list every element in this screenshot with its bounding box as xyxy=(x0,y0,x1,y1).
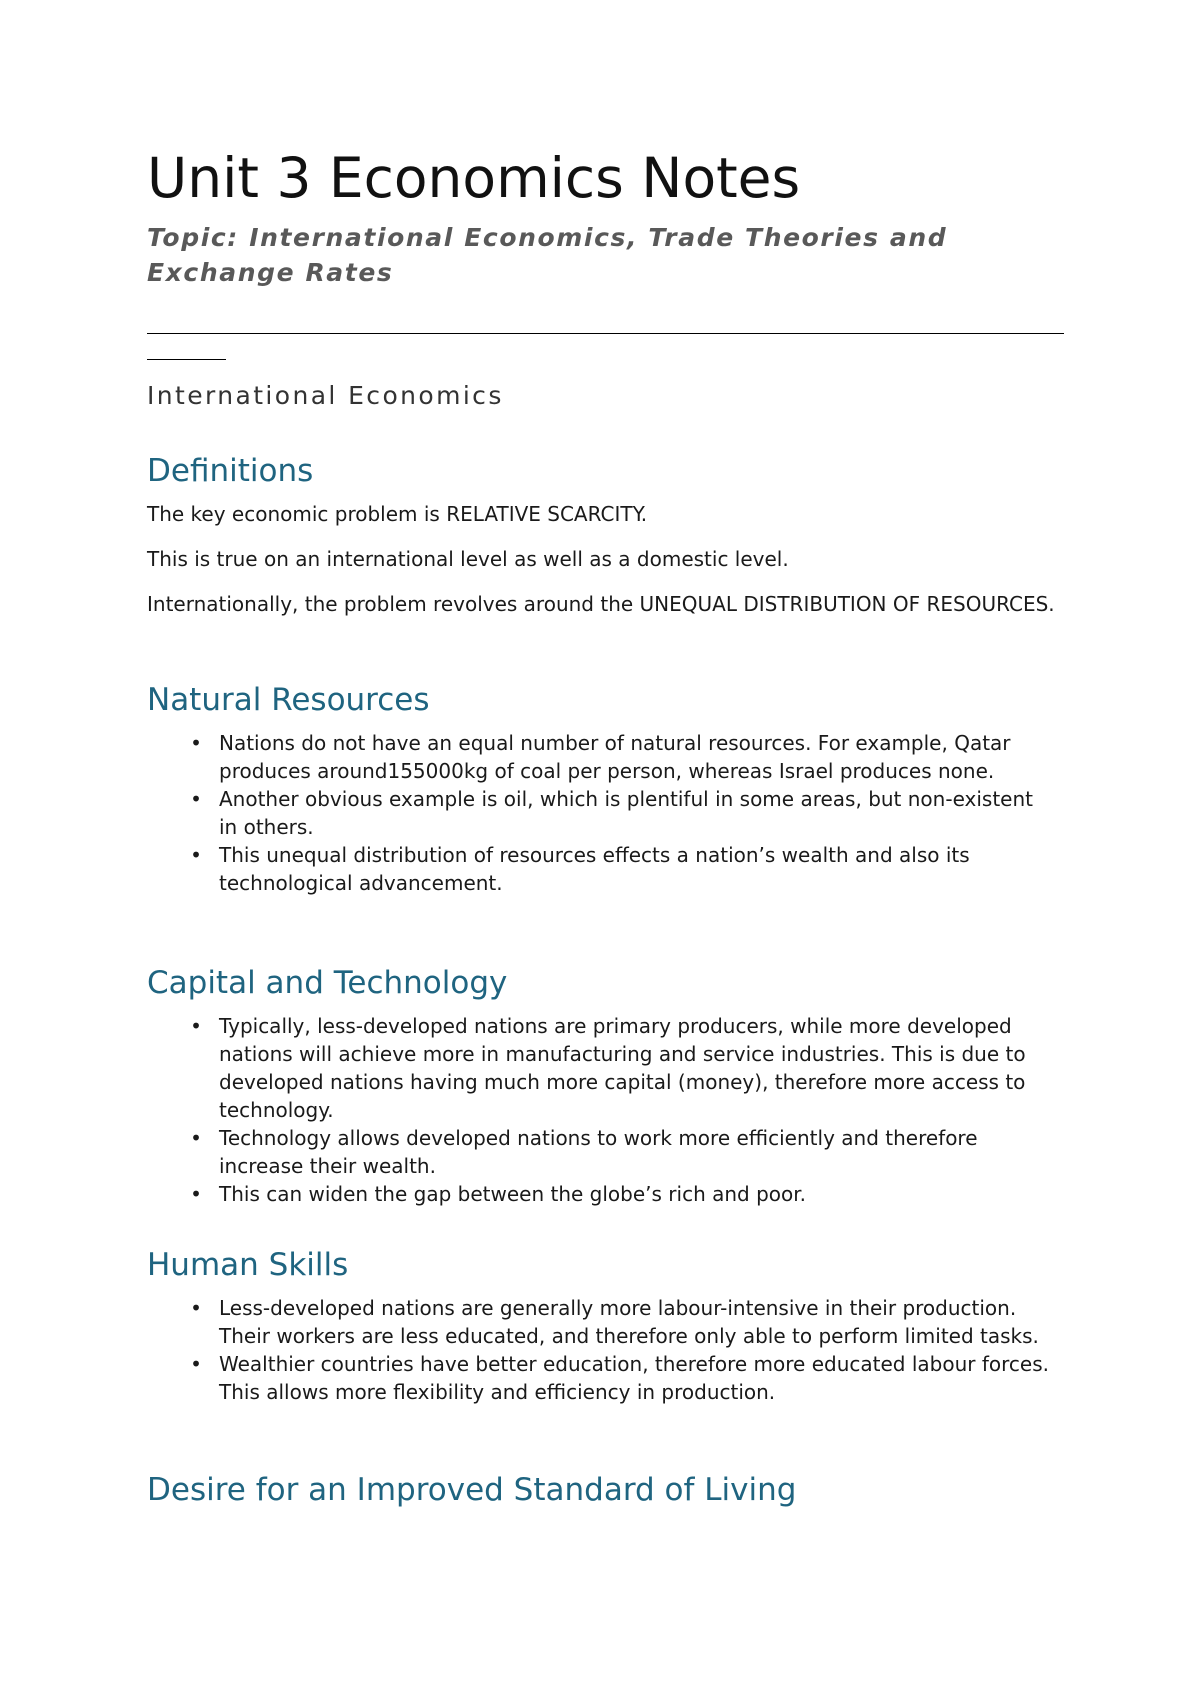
list-item xyxy=(147,785,1057,841)
bullet-icon: • xyxy=(190,1014,202,1038)
heading-improved-standard-of-living: Desire for an Improved Standard of Living xyxy=(147,1472,797,1508)
bullet-icon: • xyxy=(190,1126,202,1150)
heading-capital-and-technology: Capital and Technology xyxy=(147,965,508,1001)
list-item-text: Technology allows developed nations to work more efficiently and therefore increase their wealth. xyxy=(219,1126,978,1178)
list-item xyxy=(147,1294,1057,1350)
document-title: Unit 3 Economics Notes xyxy=(147,146,801,210)
list-item xyxy=(147,1350,1057,1406)
bullet-list-human-skills xyxy=(147,1294,1057,1406)
paragraph: Internationally, the problem revolves around the UNEQUAL DISTRIBUTION OF RESOURCES. xyxy=(147,592,1055,616)
bullet-icon: • xyxy=(190,731,202,755)
document-subtitle: Topic: International Economics, Trade Theories and Exchange Rates xyxy=(147,223,948,287)
paragraph: This is true on an international level as well as a domestic level. xyxy=(147,547,789,571)
list-item xyxy=(147,1124,1057,1180)
list-item xyxy=(147,1012,1057,1124)
list-item xyxy=(147,729,1057,785)
list-item xyxy=(147,1180,1057,1208)
list-item-text: Less-developed nations are generally more labour-intensive in their production. Their workers are less educated, and therefore only able to perform limited tasks. xyxy=(219,1296,1039,1348)
bullet-list-natural-resources xyxy=(147,729,1057,897)
bullet-icon: • xyxy=(190,843,202,867)
horizontal-rule xyxy=(147,333,1064,334)
list-item xyxy=(147,841,1057,897)
heading-natural-resources: Natural Resources xyxy=(147,682,430,718)
bullet-list-capital-and-technology xyxy=(147,1012,1057,1208)
bullet-icon: • xyxy=(190,1352,202,1376)
list-item-text: This unequal distribution of resources effects a nation’s wealth and also its technological advancement. xyxy=(219,843,970,895)
list-item-text: Typically, less-developed nations are primary producers, while more developed nations will achieve more in manufacturing and service industries. This is due to developed nations having much more capital (money), therefore more access to technology. xyxy=(219,1014,1026,1122)
list-item-text: Another obvious example is oil, which is plentiful in some areas, but non-existent in others. xyxy=(219,787,1033,839)
heading-human-skills: Human Skills xyxy=(147,1247,349,1283)
list-item-text: Nations do not have an equal number of natural resources. For example, Qatar produces around155000kg of coal per person, whereas Israel produces none. xyxy=(219,731,1011,783)
paragraph: The key economic problem is RELATIVE SCARCITY. xyxy=(147,502,648,526)
list-item-text: This can widen the gap between the globe’s rich and poor. xyxy=(219,1182,806,1206)
bullet-icon: • xyxy=(190,1296,202,1320)
bullet-icon: • xyxy=(190,1182,202,1206)
horizontal-rule-continuation xyxy=(147,359,226,360)
bullet-icon: • xyxy=(190,787,202,811)
heading-definitions: Definitions xyxy=(147,453,314,489)
list-item-text: Wealthier countries have better education, therefore more educated labour forces. This allows more flexibility and efficiency in production. xyxy=(219,1352,1049,1404)
section-label: International Economics xyxy=(147,381,504,410)
